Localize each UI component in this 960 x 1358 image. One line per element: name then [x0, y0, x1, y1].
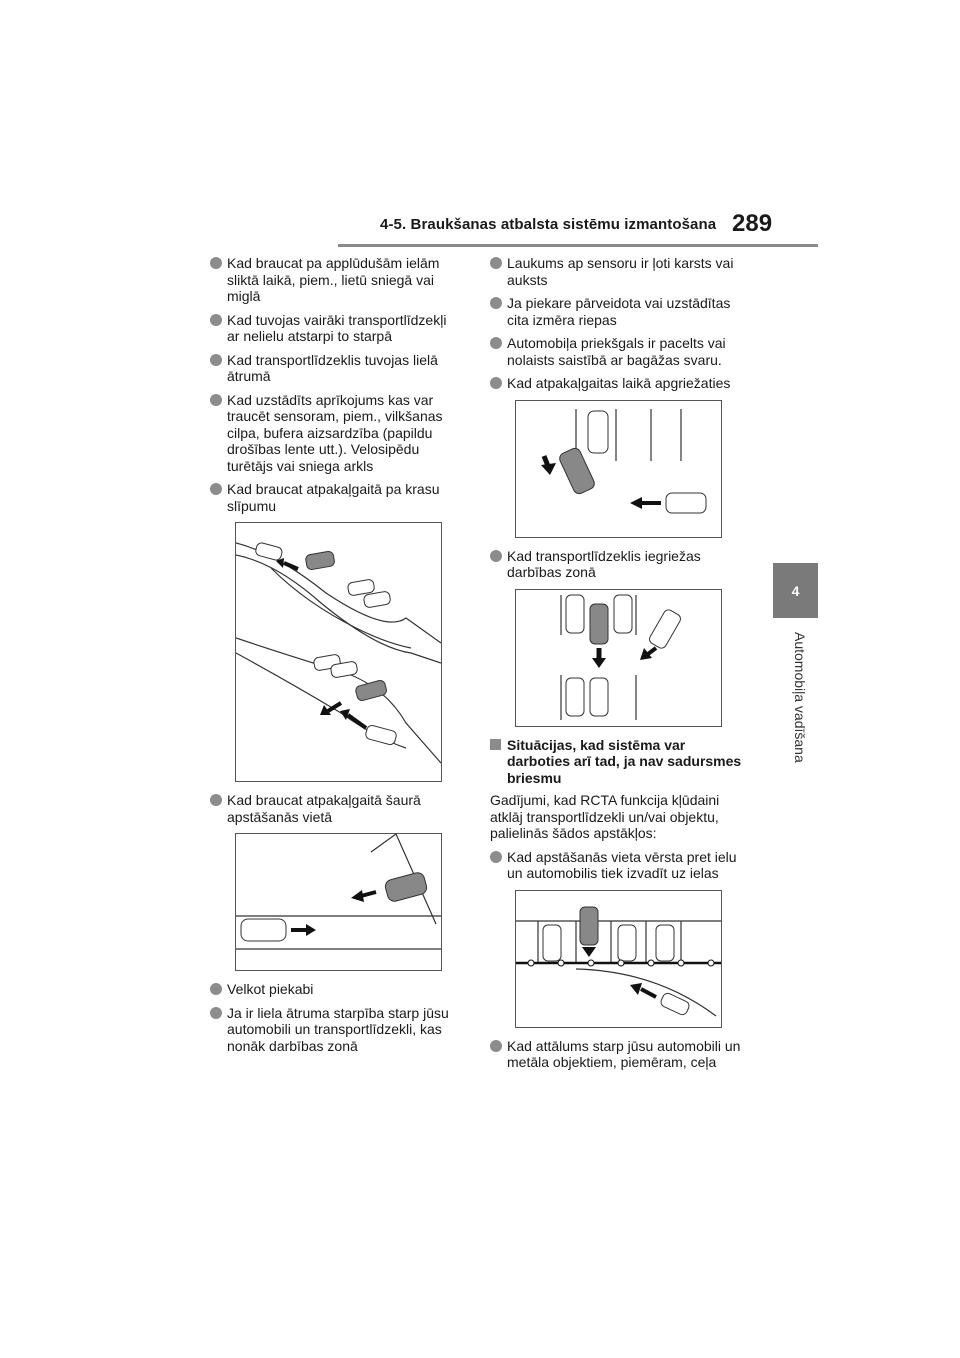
- section-heading: Situācijas, kad sistēma var darboties arī tad, ja nav sadursmes briesmu: [490, 737, 752, 787]
- list-item: Kad tuvojas vairāki transportlīdzekļi ar nelielu atstarpi to starpā: [210, 312, 460, 345]
- list-item: Kad uzstādīts aprīkojums kas var traucēt sensoram, piem., vilkšanas cilpa, bufera aizsardzība (papildu drošības lente utt.). Velosipēdu turētājs vai sniega arkls: [210, 392, 460, 475]
- bullet-icon: [210, 314, 222, 326]
- header-divider: [338, 244, 818, 247]
- bullet-icon: [490, 337, 502, 349]
- bullet-icon: [490, 297, 502, 309]
- bullet-icon: [490, 851, 502, 863]
- bullet-icon: [210, 394, 222, 406]
- turning-while-reversing-illustration: [515, 400, 722, 538]
- list-item: Kad transportlīdzeklis tuvojas lielā ātrumā: [210, 352, 460, 385]
- chapter-number: 4: [791, 582, 800, 599]
- chapter-label: Automobiļa vadīšana: [792, 632, 808, 763]
- chapter-tab: [773, 563, 818, 618]
- running-header-title: 4-5. Braukšanas atbalsta sistēmu izmantošana: [380, 216, 717, 233]
- bullet-icon: [490, 1040, 502, 1052]
- list-item: Kad transportlīdzeklis iegriežas darbības zonā: [490, 548, 752, 581]
- street-facing-parking-illustration: [515, 890, 722, 1028]
- bullet-icon: [210, 483, 222, 495]
- page-number: 289: [732, 210, 773, 237]
- list-item: Kad apstāšanās vieta vērsta pret ielu un automobilis tiek izvadīt uz ielas: [490, 849, 752, 882]
- list-item: Kad atpakaļgaitas laikā apgriežaties: [490, 375, 752, 392]
- bullet-icon: [490, 257, 502, 269]
- body-paragraph: Gadījumi, kad RCTA funkcija kļūdaini atklāj transportlīdzekli un/vai objektu, palielinās šādos apstākļos:: [490, 792, 720, 841]
- list-item: Kad braucat pa applūdušām ielām sliktā laikā, piem., lietū sniegā vai miglā: [210, 255, 460, 305]
- list-item: Laukums ap sensoru ir ļoti karsts vai auksts: [490, 255, 752, 288]
- vehicle-entering-zone-illustration: [515, 589, 722, 727]
- bullet-icon: [490, 550, 502, 562]
- bullet-icon: [210, 1007, 222, 1019]
- list-item: Velkot piekabi: [210, 981, 460, 998]
- right-column: [490, 255, 752, 1078]
- list-item: Kad braucat atpakaļgaitā pa krasu slīpumu: [210, 481, 460, 514]
- list-item: Ja piekare pārveidota vai uzstādītas cita izmēra riepas: [490, 295, 752, 328]
- slope-reversing-illustration: [235, 522, 442, 782]
- bullet-icon: [210, 794, 222, 806]
- bullet-icon: [210, 983, 222, 995]
- narrow-parking-illustration: [235, 833, 442, 971]
- bullet-icon: [210, 354, 222, 366]
- section-square-icon: [490, 739, 501, 750]
- bullet-icon: [490, 377, 502, 389]
- list-item: Automobiļa priekšgals ir pacelts vai nolaists saistībā ar bagāžas svaru.: [490, 335, 752, 368]
- list-item: Kad attālums starp jūsu automobili un metāla objektiem, piemēram, ceļa: [490, 1038, 752, 1071]
- list-item: Ja ir liela ātruma starpība starp jūsu automobili un transportlīdzekli, kas nonāk darbības zonā: [210, 1005, 460, 1055]
- list-item: Kad braucat atpakaļgaitā šaurā apstāšanās vietā: [210, 792, 460, 825]
- left-column: [210, 255, 460, 1061]
- bullet-icon: [210, 257, 222, 269]
